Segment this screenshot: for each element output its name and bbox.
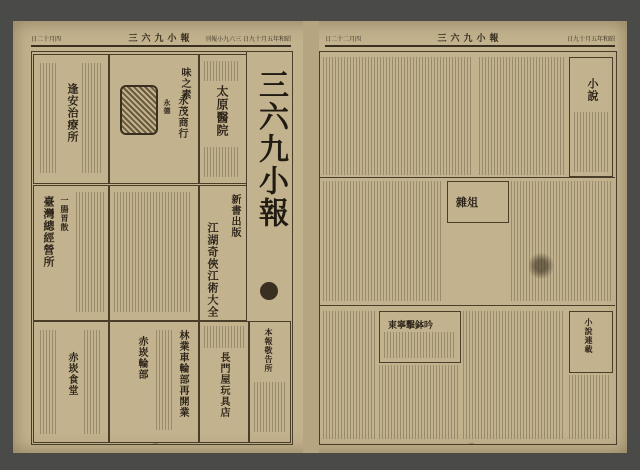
- left-header-title: 三六九小報: [128, 34, 194, 44]
- right-page: 日二十二月四 三六九小報 日九十月五年和昭 小說 雜俎 東寧擊鉢吟 小說連載 ―: [319, 21, 627, 453]
- weizhi-ad: [109, 54, 199, 184]
- right-header-issue: 日九十月五年和昭: [566, 36, 615, 43]
- toy-shop-ad: [199, 321, 249, 443]
- serial-heading: 小說: [586, 78, 599, 102]
- hospital-name: 太原醫院: [215, 85, 229, 137]
- hospital-ad: [199, 54, 247, 184]
- section3-heading: 小說連載: [584, 318, 594, 354]
- left-header-date: 日二十月四: [31, 36, 62, 43]
- toy-shop-name: 長門屋玩具店: [218, 352, 229, 418]
- section1-heading: 雜俎: [456, 196, 478, 209]
- left-header: [31, 31, 291, 47]
- center-fold: [303, 21, 319, 453]
- body-text-mid-right: [511, 181, 611, 301]
- section1-box: [447, 181, 509, 223]
- body-text-bottom-mid: [463, 311, 563, 439]
- body-text-bottom-left: [323, 311, 375, 439]
- yongde-label: 永德: [163, 99, 172, 115]
- body-text-top-right: [479, 57, 565, 175]
- section3-box: [569, 311, 613, 373]
- serial-heading-box: [569, 57, 613, 177]
- book-new-label: 新書出版: [229, 194, 240, 238]
- left-page: 日二十月四 三六九小報 刊報小九六三 日九十月五年和昭 三六九小報 太原醫院 味之素 永德 永茂商行 逢安治療所 新書出版 江湖奇俠江術大全 臺灣總經營所 一腸胃散 本報敬告所 長門屋玩具店 林業車輪部再開業 赤崁輪部 赤崁食堂 ―: [13, 21, 303, 453]
- weizhi-label: 味之素: [179, 67, 190, 100]
- restaurant-ad: [33, 321, 109, 443]
- cart-shop-sub: 赤崁輪部: [136, 336, 147, 380]
- seal-icon: [260, 282, 278, 300]
- right-header-title: 三六九小報: [437, 34, 503, 44]
- newspaper-sheet: [13, 21, 627, 453]
- body-text-mid: [323, 181, 443, 301]
- medallion-icon: [120, 85, 158, 135]
- shop-name: 永茂商行: [176, 95, 187, 139]
- book-ad: [199, 185, 247, 321]
- illustration-icon: [529, 251, 553, 281]
- masthead: 三六九小報: [253, 69, 288, 229]
- notice-box: [249, 321, 291, 443]
- body-text-top: [323, 57, 473, 175]
- article-block-left: [109, 185, 199, 321]
- section2-heading: 東寧擊鉢吟: [388, 321, 434, 331]
- clinic-ad: [33, 54, 109, 184]
- herb-title: 臺灣總經營所: [42, 196, 55, 268]
- body-text-bottom-right: [569, 375, 611, 439]
- clinic-name: 逢安治療所: [66, 83, 79, 143]
- notice-label: 本報敬告所: [264, 328, 274, 373]
- restaurant-name: 赤崁食堂: [66, 352, 77, 396]
- right-header-date: 日二十二月四: [325, 36, 362, 43]
- right-header: [325, 31, 615, 47]
- herb-subtitle: 一腸胃散: [60, 196, 70, 232]
- cart-shop-ad: [109, 321, 199, 443]
- herb-ad: [33, 185, 109, 321]
- book-title: 江湖奇俠江術大全: [206, 222, 219, 318]
- body-text-bottom-center: [379, 365, 459, 439]
- left-header-issue: 刊報小九六三 日九十月五年和昭: [205, 36, 291, 43]
- section2-box: [379, 311, 461, 363]
- cart-shop-name: 林業車輪部再開業: [177, 330, 188, 418]
